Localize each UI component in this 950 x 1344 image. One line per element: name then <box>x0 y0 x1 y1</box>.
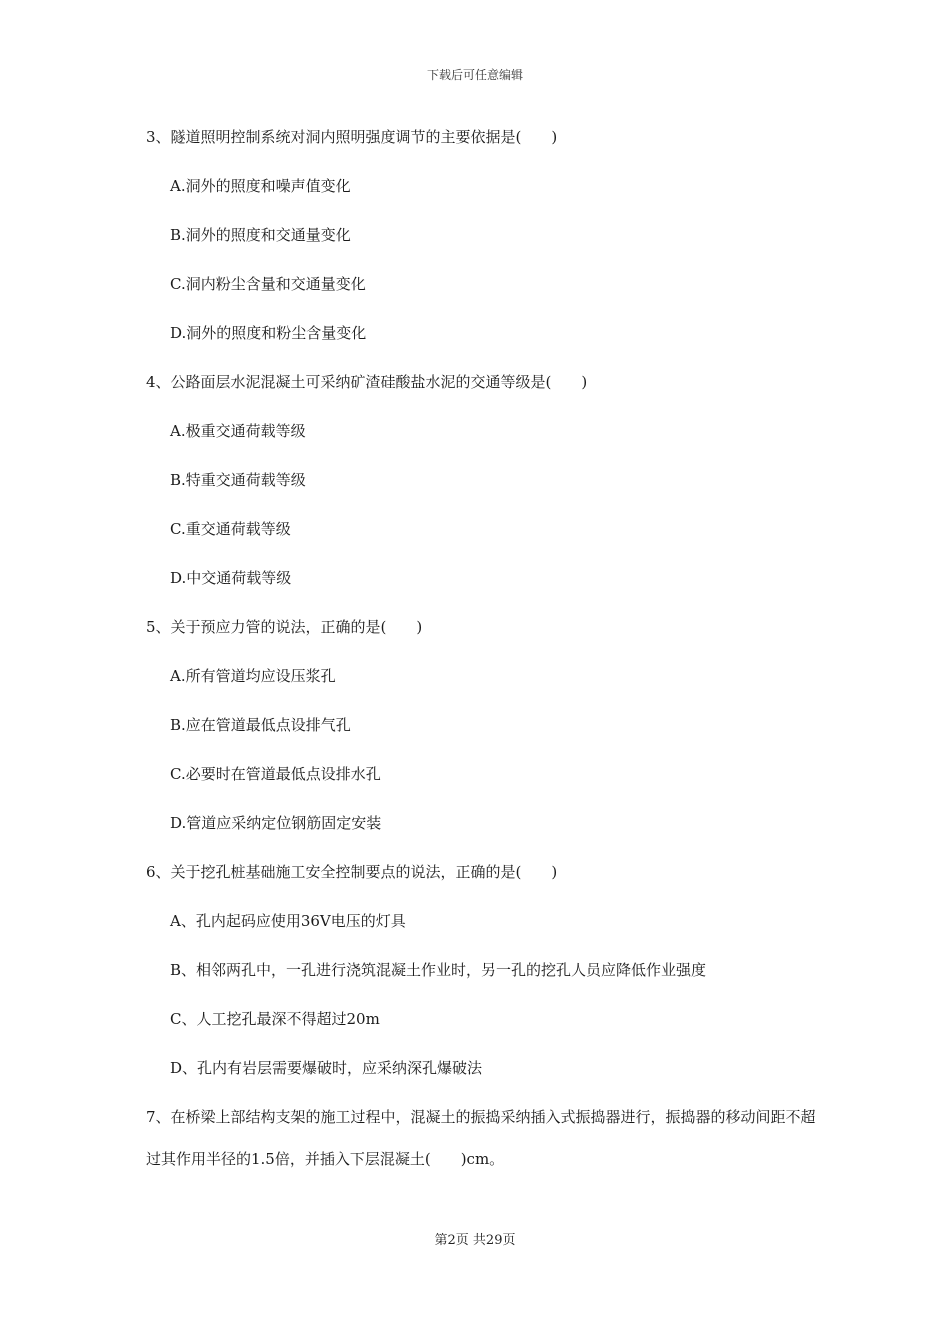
option-b: B.应在管道最低点设排气孔 <box>170 716 351 734</box>
option-a: A.洞外的照度和噪声值变化 <box>170 177 351 195</box>
question-3 <box>146 126 816 344</box>
question-4 <box>146 371 816 589</box>
page-number: 第2页 共29页 <box>434 1233 516 1248</box>
question-stem: 5、关于预应力管的说法，正确的是( ) <box>146 618 423 636</box>
option-a: A、孔内起码应使用36V电压的灯具 <box>170 912 406 930</box>
option-c: C.重交通荷载等级 <box>170 520 291 538</box>
option-d: D.管道应采纳定位钢筋固定安装 <box>170 814 382 832</box>
question-stem: 7、在桥梁上部结构支架的施工过程中，混凝土的振捣采纳插入式振捣器进行，振捣器的移动间距不超过其作用半径的1.5倍，并插入下层混凝土( )cm。 <box>146 1108 816 1168</box>
option-d: D.洞外的照度和粉尘含量变化 <box>170 324 367 342</box>
question-stem: 3、隧道照明控制系统对洞内照明强度调节的主要依据是( ) <box>146 128 558 146</box>
question-stem: 4、公路面层水泥混凝土可采纳矿渣硅酸盐水泥的交通等级是( ) <box>146 373 588 391</box>
page-header: 下载后可任意编辑 <box>426 68 523 82</box>
option-d: D、孔内有岩层需要爆破时，应采纳深孔爆破法 <box>170 1059 483 1077</box>
option-a: A.极重交通荷载等级 <box>170 422 306 440</box>
question-7 <box>146 1096 816 1180</box>
question-5 <box>146 616 816 834</box>
option-d: D.中交通荷载等级 <box>170 569 292 587</box>
option-c: C.必要时在管道最低点设排水孔 <box>170 765 381 783</box>
option-b: B、相邻两孔中，一孔进行浇筑混凝土作业时，另一孔的挖孔人员应降低作业强度 <box>170 961 707 979</box>
option-a: A.所有管道均应设压浆孔 <box>170 667 336 685</box>
option-b: B.特重交通荷载等级 <box>170 471 306 489</box>
option-c: C.洞内粉尘含量和交通量变化 <box>170 275 366 293</box>
question-stem: 6、关于挖孔桩基础施工安全控制要点的说法，正确的是( ) <box>146 863 558 881</box>
document-body <box>146 126 816 1207</box>
question-6 <box>146 861 816 1079</box>
option-b: B.洞外的照度和交通量变化 <box>170 226 351 244</box>
option-c: C、人工挖孔最深不得超过20m <box>170 1010 380 1028</box>
